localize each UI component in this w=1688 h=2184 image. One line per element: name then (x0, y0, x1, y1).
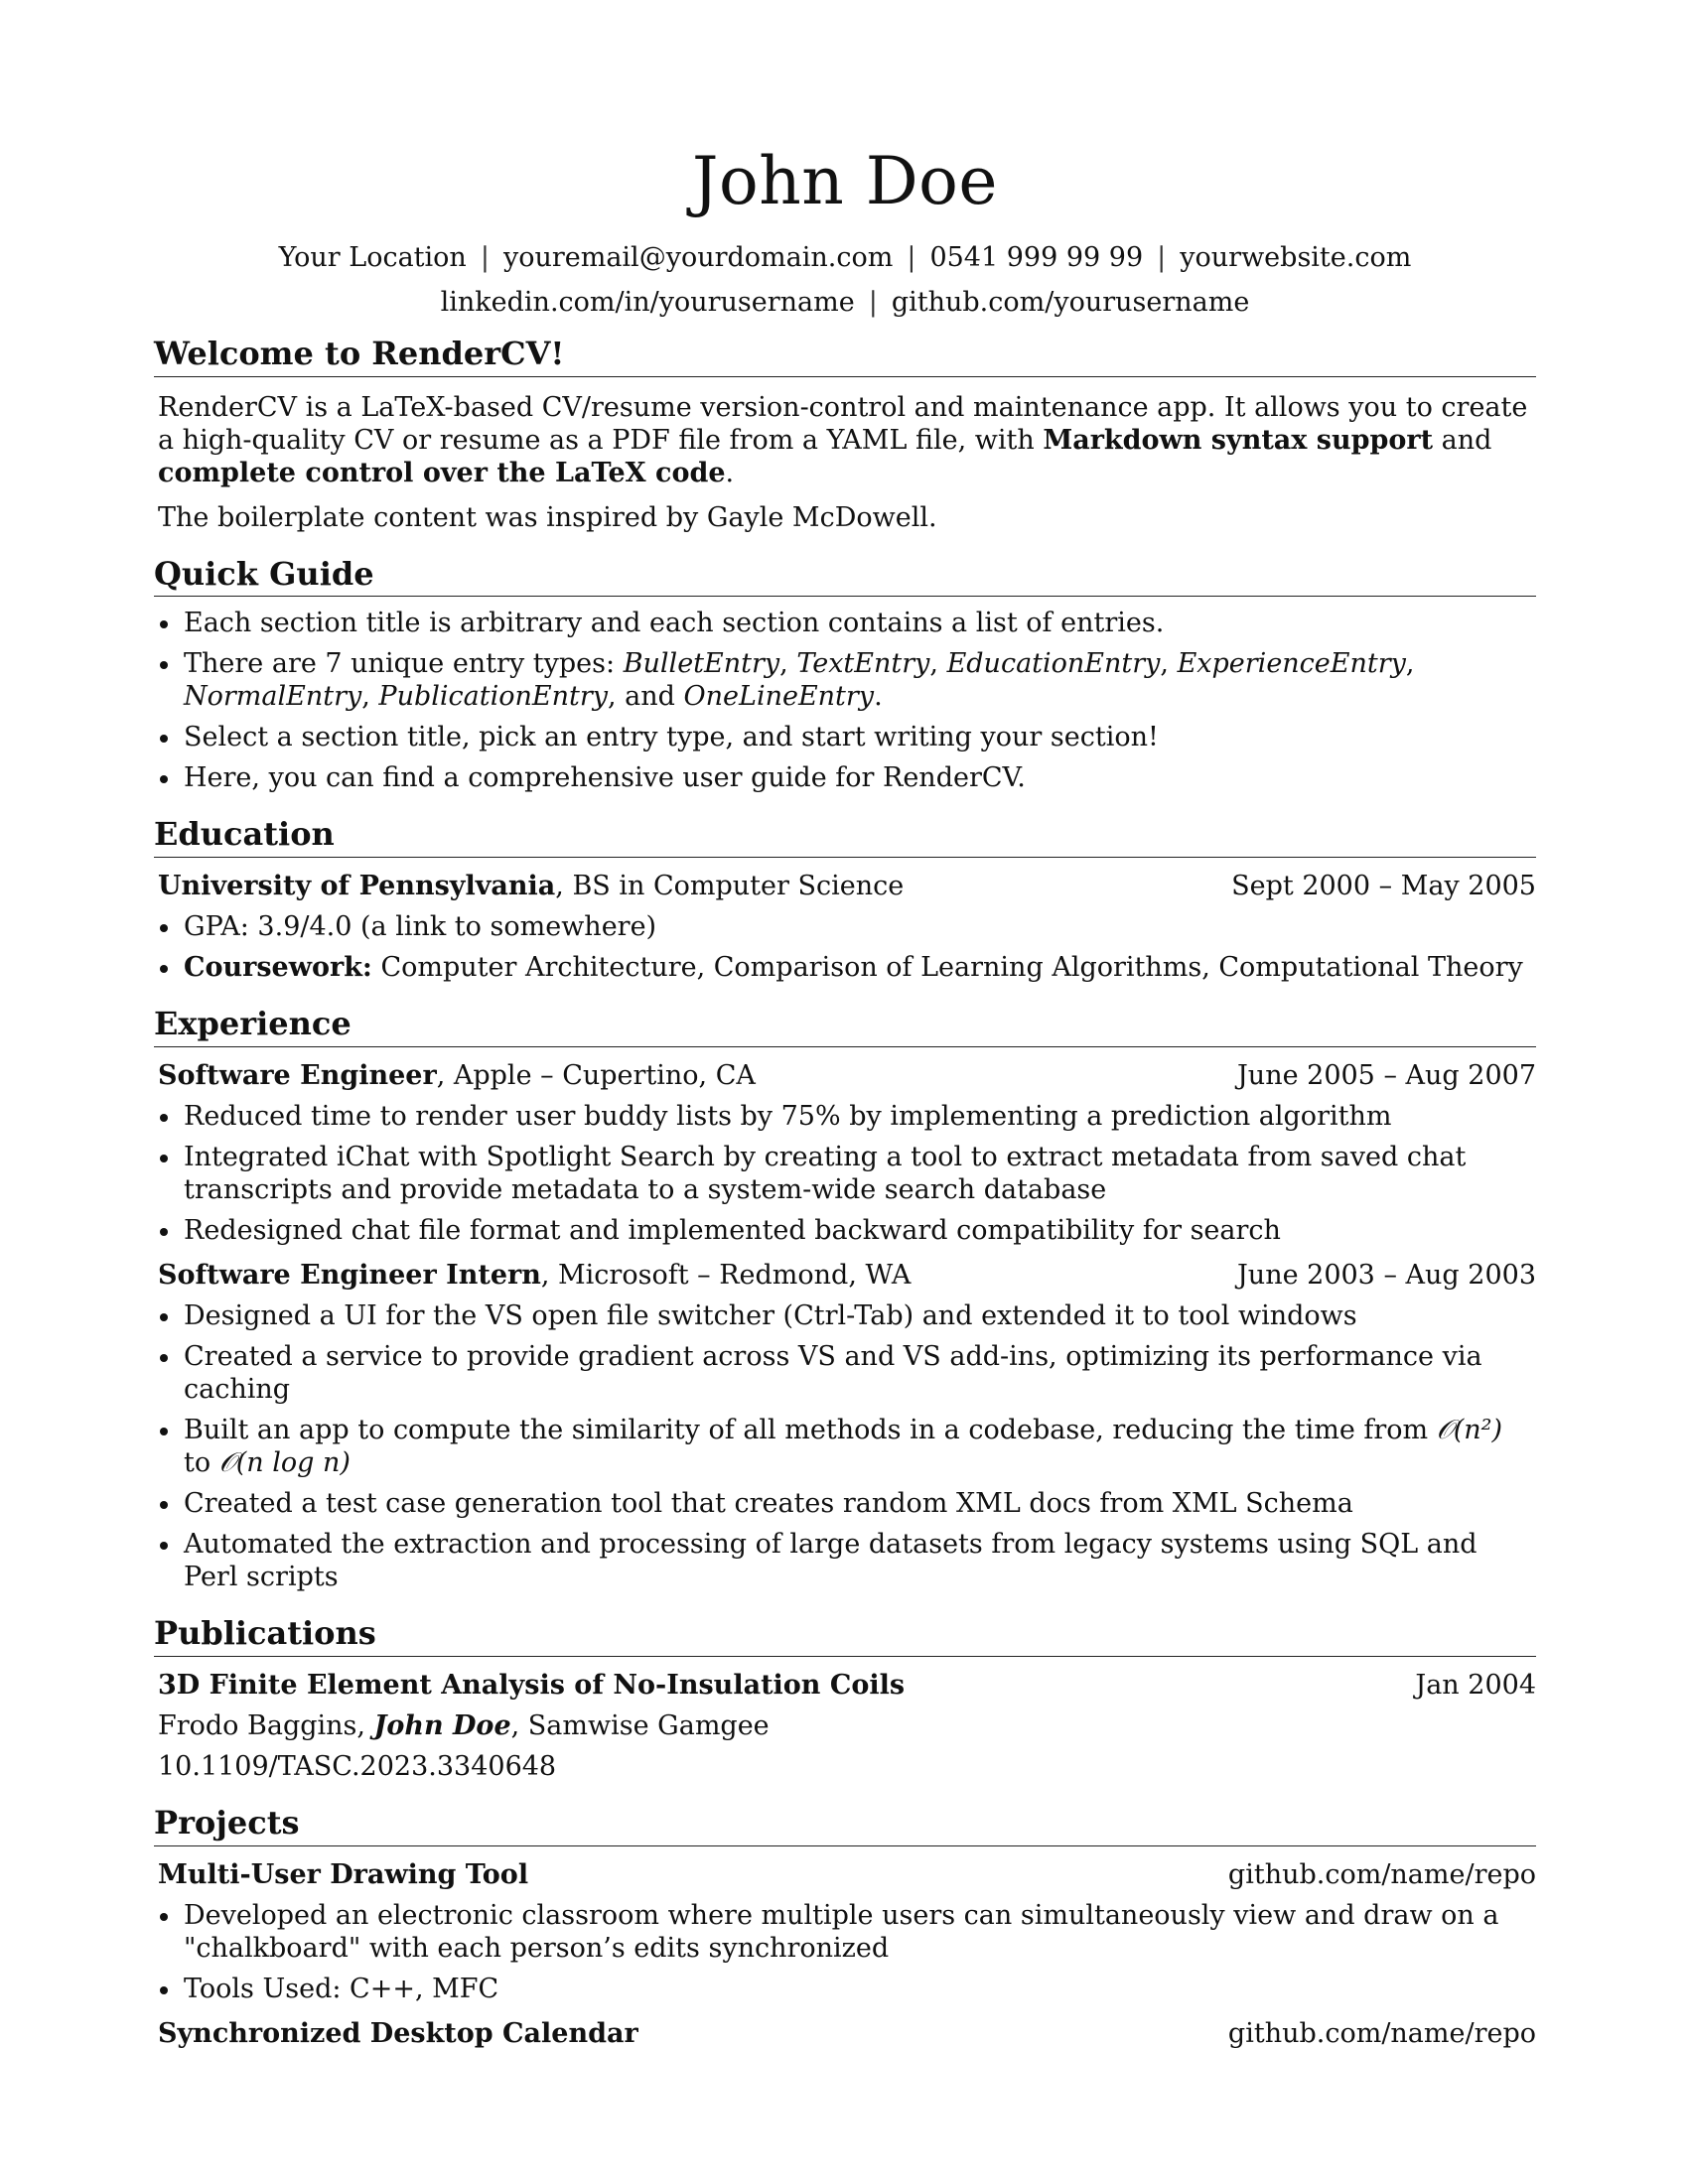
entry-header (154, 870, 1536, 902)
institution: University of Pennsylvania (158, 871, 556, 902)
position: Software Engineer Intern (158, 1259, 541, 1291)
position: Software Engineer (158, 1059, 437, 1091)
separator: | (907, 242, 916, 273)
welcome-paragraph (158, 391, 1532, 489)
entry-header (154, 2017, 1536, 2050)
project-link[interactable]: github.com/name/repo (1227, 1858, 1536, 1890)
education-entry (154, 870, 1536, 984)
publication-entry (154, 1669, 1536, 1783)
text: , (1160, 648, 1178, 680)
entry-header (154, 1259, 1536, 1292)
entry-type: EducationEntry (946, 648, 1161, 680)
publication-authors (154, 1709, 1536, 1742)
gpa-link[interactable]: GPA: 3.9/4.0 (a link to somewhere) (184, 911, 657, 943)
publication-doi-link[interactable]: 10.1109/TASC.2023.3340648 (158, 1750, 557, 1782)
publication-date: Jan 2004 (1415, 1669, 1536, 1701)
entry-type: NormalEntry (184, 681, 362, 713)
email-link[interactable]: youremail@yourdomain.com (502, 242, 894, 273)
entry-header (154, 1669, 1536, 1702)
linkedin-link[interactable]: linkedin.com/in/yourusername (440, 287, 855, 319)
text: . (874, 681, 883, 713)
bold-text: complete control over the LaTeX code (158, 457, 726, 488)
author: Frodo Baggins, (158, 1709, 374, 1741)
list-item: Integrated iChat with Spotlight Search by creating a tool to extract metadata from saved chat transcripts and provide metadata to a system-wide search database (154, 1141, 1536, 1206)
company: , Apple – Cupertino, CA (436, 1059, 756, 1091)
text: Built an app to compute the similarity of all methods in a codebase, reducing the time from (184, 1414, 1437, 1445)
location-text: Your Location (278, 242, 467, 273)
list-item: Developed an electronic classroom where multiple users can simultaneously view and draw on a "chalkboard" with each person’s edits synchronized (154, 1899, 1536, 1965)
separator: | (868, 287, 878, 319)
user-guide-link[interactable]: Here, you can find a comprehensive user guide for RenderCV. (184, 762, 1026, 794)
list-item: Created a test case generation tool that creates random XML docs from XML Schema (154, 1487, 1536, 1520)
text: , (779, 648, 797, 680)
section-title-welcome: Welcome to RenderCV! (154, 336, 1536, 377)
education-highlights (154, 910, 1536, 984)
entry-dates: June 2003 – Aug 2003 (1236, 1259, 1536, 1291)
project-highlights (154, 1899, 1536, 2005)
experience-highlights (154, 1100, 1536, 1247)
entry-heading (158, 870, 904, 902)
section-title-projects: Projects (154, 1805, 1536, 1846)
list-item: Automated the extraction and processing of large datasets from legacy systems using SQL and Perl scripts (154, 1528, 1536, 1593)
list-item: Designed a UI for the VS open file switcher (Ctrl-Tab) and extended it to tool windows (154, 1299, 1536, 1332)
entry-header (154, 1059, 1536, 1092)
list-item (154, 951, 1536, 984)
separator: | (480, 242, 490, 273)
text: , (1405, 648, 1415, 680)
project-entry (154, 1858, 1536, 2005)
text: to (184, 1446, 219, 1478)
contact-line-2 (154, 287, 1536, 319)
entry-type: BulletEntry (623, 648, 780, 680)
publication-title: 3D Finite Element Analysis of No-Insulation Coils (158, 1669, 906, 1701)
section-title-publications: Publications (154, 1615, 1536, 1657)
inspiration-paragraph: The boilerplate content was inspired by Gayle McDowell. (158, 501, 937, 533)
degree: , BS in Computer Science (555, 871, 905, 902)
education-section (154, 816, 1536, 984)
project-entry (154, 2017, 1536, 2050)
separator: | (1157, 242, 1167, 273)
entry-type: PublicationEntry (378, 681, 608, 713)
text: , and (607, 681, 684, 713)
bold-text: Markdown syntax support (1043, 424, 1434, 456)
project-link[interactable]: github.com/name/repo (1227, 2017, 1536, 2049)
list-item: Redesigned chat file format and implemented backward compatibility for search (154, 1214, 1536, 1247)
list-item: Created a service to provide gradient across VS and VS add-ins, optimizing its performance via caching (154, 1340, 1536, 1406)
experience-highlights (154, 1299, 1536, 1593)
entry-type: TextEntry (796, 648, 930, 680)
entry-heading (158, 1059, 756, 1092)
text: There are 7 unique entry types: (184, 648, 624, 680)
contact-line-1 (154, 242, 1536, 274)
experience-entry (154, 1059, 1536, 1247)
list-item (154, 910, 1536, 943)
quick-guide-section (154, 556, 1536, 795)
entry-dates: Sept 2000 – May 2005 (1231, 871, 1536, 902)
quick-guide-list (154, 607, 1536, 794)
phone-link[interactable]: 0541 999 99 99 (929, 242, 1144, 273)
list-item: Tools Used: C++, MFC (154, 1973, 1536, 2005)
list-item: Reduced time to render user buddy lists by 75% by implementing a prediction algorithm (154, 1100, 1536, 1133)
company: , Microsoft – Redmond, WA (540, 1259, 912, 1291)
entry-heading (158, 1259, 911, 1292)
bold-text: Coursework: (184, 952, 372, 984)
website-link[interactable]: yourwebsite.com (1180, 242, 1412, 273)
welcome-section (154, 336, 1536, 534)
list-item: Select a section title, pick an entry type, and start writing your section! (154, 721, 1536, 753)
cv-page (154, 143, 1536, 2050)
list-item (154, 761, 1536, 794)
section-title-education: Education (154, 816, 1536, 858)
github-link[interactable]: github.com/yourusername (891, 287, 1250, 319)
project-name: Synchronized Desktop Calendar (158, 2017, 638, 2049)
author-self: John Doe (373, 1709, 511, 1741)
entry-type: ExperienceEntry (1177, 648, 1406, 680)
project-name: Multi-User Drawing Tool (158, 1858, 529, 1890)
text: and (1433, 424, 1492, 456)
author: , Samwise Gamgee (510, 1709, 770, 1741)
math-expression: 𝒪(n log n) (218, 1446, 351, 1478)
projects-section (154, 1805, 1536, 2050)
text: . (725, 457, 735, 488)
section-title-experience: Experience (154, 1006, 1536, 1047)
cv-name: John Doe (692, 143, 998, 219)
publications-section (154, 1615, 1536, 1783)
section-title-quick-guide: Quick Guide (154, 556, 1536, 598)
math-expression: 𝒪(n²) (1436, 1414, 1503, 1445)
entry-header (154, 1858, 1536, 1891)
entry-dates: June 2005 – Aug 2007 (1236, 1059, 1536, 1091)
text: , (361, 681, 379, 713)
text: Computer Architecture, Comparison of Learning Algorithms, Computational Theory (371, 952, 1523, 984)
experience-section (154, 1006, 1536, 1593)
text: , (929, 648, 947, 680)
list-item (154, 1414, 1536, 1479)
experience-entry (154, 1259, 1536, 1593)
list-item (154, 647, 1536, 713)
entry-type: OneLineEntry (683, 681, 875, 713)
list-item: Each section title is arbitrary and each section contains a list of entries. (154, 607, 1536, 639)
text: RenderCV is a LaTeX-based CV/resume version-control and maintenance app. It allows you to create a high-quality CV or resume as a PDF file from a YAML file, with (158, 391, 1528, 456)
